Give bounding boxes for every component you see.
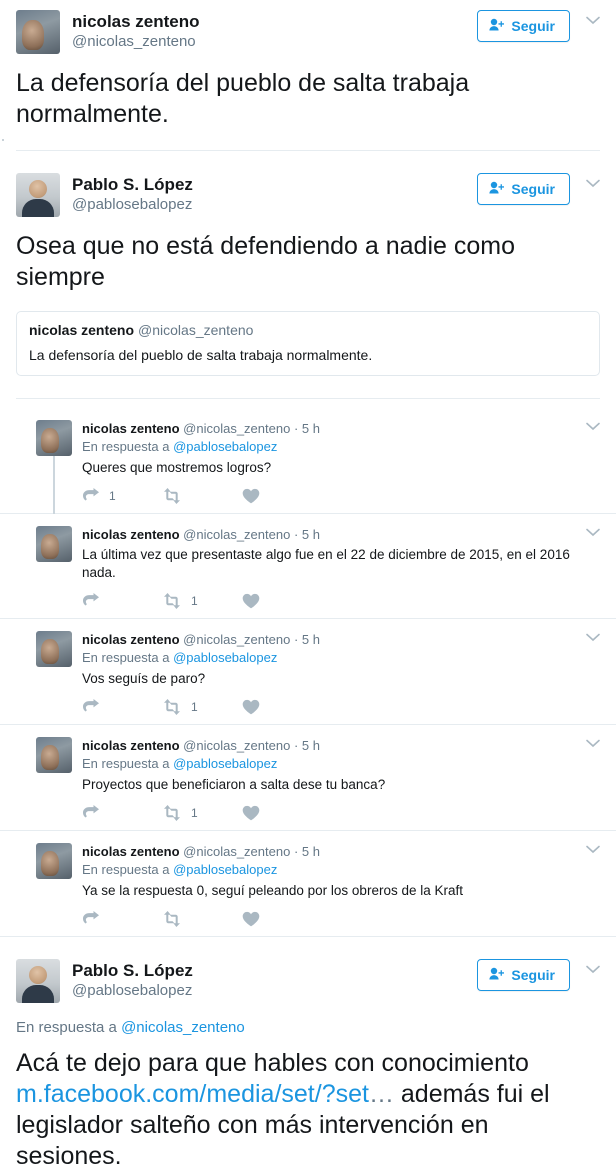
reply-meta — [82, 737, 600, 754]
retweet-count: 1 — [191, 806, 198, 820]
reply-timestamp[interactable]: · 5 h — [293, 527, 320, 542]
follow-button[interactable] — [477, 173, 570, 205]
reply-action[interactable] — [82, 488, 162, 504]
quoted-tweet[interactable] — [16, 311, 600, 376]
quoted-author-fullname: nicolas zenteno — [29, 322, 135, 338]
reply-meta — [82, 631, 600, 648]
follow-button-label: Seguir — [511, 967, 555, 983]
chevron-down-icon[interactable] — [586, 528, 600, 537]
reply-author-fullname[interactable]: nicolas zenteno — [82, 421, 180, 436]
in-reply-to-handle[interactable]: @nicolas_zenteno — [121, 1019, 245, 1036]
in-reply-to — [82, 649, 600, 667]
reply-count: 1 — [109, 489, 116, 503]
like-action[interactable] — [242, 911, 322, 927]
chevron-down-icon[interactable] — [586, 16, 600, 25]
tweet-pablo-lopez-reply — [0, 951, 616, 1172]
author-handle[interactable]: @pablosebalopez — [72, 982, 193, 999]
author-names — [72, 959, 477, 1001]
in-reply-to-prefix: En respuesta a — [82, 439, 174, 454]
chevron-down-icon[interactable] — [586, 179, 600, 188]
reply-author-fullname[interactable]: nicolas zenteno — [82, 738, 180, 753]
reply-item — [0, 514, 616, 619]
avatar[interactable] — [36, 526, 72, 562]
reply-body — [82, 631, 600, 718]
reply-author-handle[interactable]: @nicolas_zenteno — [183, 844, 291, 859]
like-action[interactable] — [242, 488, 322, 504]
retweet-action[interactable] — [162, 699, 242, 715]
external-link[interactable]: m.facebook.com/media/set/?set — [16, 1080, 369, 1108]
avatar[interactable] — [36, 843, 72, 879]
avatar[interactable] — [16, 173, 60, 217]
reply-actions — [82, 908, 600, 930]
reply-body — [82, 843, 600, 930]
reply-action[interactable] — [82, 805, 162, 821]
section-gap — [0, 399, 616, 408]
chevron-down-icon[interactable] — [586, 739, 600, 748]
in-reply-to — [82, 755, 600, 773]
reply-timestamp[interactable]: · 5 h — [293, 632, 320, 647]
in-reply-to — [82, 861, 600, 879]
reply-body — [82, 420, 600, 507]
chevron-down-icon[interactable] — [586, 845, 600, 854]
reply-author-handle[interactable]: @nicolas_zenteno — [183, 738, 291, 753]
retweet-action[interactable] — [162, 805, 242, 821]
reply-author-handle[interactable]: @nicolas_zenteno — [183, 632, 291, 647]
follow-person-icon — [489, 181, 504, 197]
author-fullname[interactable]: nicolas zenteno — [72, 12, 200, 31]
reply-item — [0, 831, 616, 937]
avatar[interactable] — [36, 631, 72, 667]
thread-connector — [53, 452, 55, 514]
author-names — [72, 173, 477, 215]
reply-actions — [82, 485, 600, 507]
quoted-tweet-text: La defensoría del pueblo de salta trabaja normalmente. — [29, 347, 373, 363]
chevron-down-icon[interactable] — [586, 965, 600, 974]
retweet-action[interactable] — [162, 911, 242, 927]
reply-meta — [82, 843, 600, 860]
avatar[interactable] — [36, 420, 72, 456]
tweet-text — [16, 1048, 600, 1172]
author-fullname[interactable]: Pablo S. López — [72, 961, 193, 980]
in-reply-to — [82, 438, 600, 456]
reply-author-handle[interactable]: @nicolas_zenteno — [183, 527, 291, 542]
tweet-text: Osea que no está defendiendo a nadie como siempre — [16, 232, 515, 291]
tweet-pablo-lopez — [0, 151, 616, 399]
reply-body — [82, 526, 600, 612]
follow-button[interactable] — [477, 10, 570, 42]
reply-action[interactable] — [82, 699, 162, 715]
chevron-down-icon[interactable] — [586, 633, 600, 642]
tweet-header — [16, 959, 600, 1003]
reply-text: Vos seguís de paro? — [82, 671, 206, 686]
follow-person-icon — [489, 18, 504, 34]
tweet-text-part2: además fui el legislador salteño con más intervención en sesiones. — [16, 1080, 550, 1170]
retweet-count: 1 — [191, 594, 198, 608]
like-action[interactable] — [242, 699, 322, 715]
tweet-nicolas-zenteno — [0, 0, 616, 151]
section-gap — [0, 937, 616, 951]
in-reply-to-prefix: En respuesta a — [82, 862, 174, 877]
avatar[interactable] — [16, 959, 60, 1003]
reply-action[interactable] — [82, 911, 162, 927]
reply-body — [82, 737, 600, 824]
reply-meta — [82, 526, 600, 543]
reply-item — [0, 408, 616, 514]
reply-item — [0, 725, 616, 831]
reply-timestamp[interactable]: · 5 h — [293, 844, 320, 859]
reply-author-fullname[interactable]: nicolas zenteno — [82, 527, 180, 542]
follow-button-label: Seguir — [511, 181, 555, 197]
quoted-author-handle: @nicolas_zenteno — [138, 322, 254, 338]
tweet-text: La defensoría del pueblo de salta trabaja normalmente. — [16, 69, 470, 128]
chevron-down-icon[interactable] — [586, 422, 600, 431]
link-ellipsis: … — [368, 1080, 394, 1108]
quoted-author-line — [29, 322, 587, 340]
reply-actions — [82, 590, 600, 612]
like-action[interactable] — [242, 805, 322, 821]
reply-item — [0, 619, 616, 725]
author-handle[interactable]: @pablosebalopez — [72, 196, 193, 213]
tweet-header — [16, 173, 600, 217]
in-reply-to-handle[interactable]: @pablosebalopez — [173, 650, 278, 665]
avatar[interactable] — [16, 10, 60, 54]
tweet-header — [16, 10, 600, 54]
follow-button[interactable] — [477, 959, 570, 991]
retweet-action[interactable] — [162, 488, 242, 504]
reply-meta — [82, 420, 600, 437]
follow-button-label: Seguir — [511, 18, 555, 34]
author-names — [72, 10, 477, 52]
author-handle[interactable]: @nicolas_zenteno — [72, 33, 196, 50]
like-action[interactable] — [242, 593, 322, 609]
retweet-action[interactable] — [162, 593, 242, 609]
in-reply-to-prefix: En respuesta a — [16, 1019, 122, 1036]
in-reply-to-handle[interactable]: @pablosebalopez — [173, 756, 278, 771]
reply-actions — [82, 802, 600, 824]
tweet-text-part1: Acá te dejo para que hables con conocimiento — [16, 1049, 529, 1077]
reply-actions — [82, 696, 600, 718]
reply-text: Queres que mostremos logros? — [82, 460, 272, 475]
author-fullname[interactable]: Pablo S. López — [72, 175, 193, 194]
retweet-count: 1 — [191, 700, 198, 714]
reply-text: Ya se la respuesta 0, seguí peleando por los obreros de la Kraft — [82, 883, 463, 898]
in-reply-to-handle[interactable]: @pablosebalopez — [173, 862, 278, 877]
reply-action[interactable] — [82, 593, 162, 609]
reply-author-fullname[interactable]: nicolas zenteno — [82, 844, 180, 859]
in-reply-to — [16, 1019, 600, 1036]
in-reply-to-handle[interactable]: @pablosebalopez — [173, 439, 278, 454]
in-reply-to-prefix: En respuesta a — [82, 650, 174, 665]
reply-text: La última vez que presentaste algo fue en el 22 de diciembre de 2015, en el 2016 nada. — [82, 547, 570, 580]
reply-timestamp[interactable]: · 5 h — [293, 738, 320, 753]
reply-author-handle[interactable]: @nicolas_zenteno — [183, 421, 291, 436]
reply-text: Proyectos que beneficiaron a salta dese tu banca? — [82, 777, 386, 792]
in-reply-to-prefix: En respuesta a — [82, 756, 174, 771]
divider — [16, 398, 600, 399]
follow-person-icon — [489, 967, 504, 983]
reply-author-fullname[interactable]: nicolas zenteno — [82, 632, 180, 647]
avatar[interactable] — [36, 737, 72, 773]
reply-timestamp[interactable]: · 5 h — [293, 421, 320, 436]
